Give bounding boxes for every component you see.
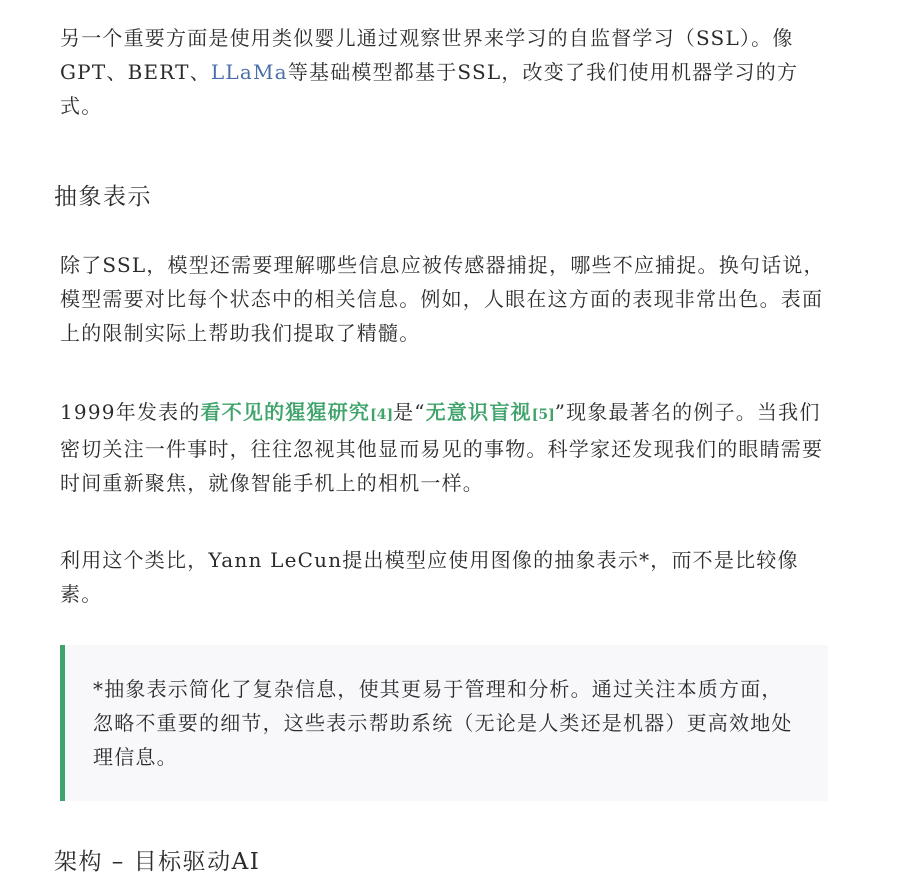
blockquote-text: *抽象表示简化了复杂信息，使其更易于管理和分析。通过关注本质方面，忽略不重要的细节，这些表示帮助系统（无论是人类还是机器）更高效地处理信息。	[93, 677, 793, 769]
reference-5[interactable]: [5]	[531, 407, 555, 423]
inattentional-blindness-link[interactable]: 无意识盲视	[425, 400, 532, 424]
paragraph-ssl-text-after: 等基础模型都基于SSL，改变了我们使用机器学习的方式。	[60, 60, 799, 118]
paragraph-lecun-analogy: 利用这个类比，Yann LeCun提出模型应使用图像的抽象表示*，而不是比较像素。	[60, 548, 799, 606]
paragraph-gorilla-study	[60, 395, 840, 500]
blockquote-note	[60, 645, 828, 801]
section-heading-abstract-representation: 抽象表示	[54, 184, 152, 210]
invisible-gorilla-link[interactable]: 看不见的猩猩研究	[200, 400, 371, 424]
paragraph-sensors: 除了SSL，模型还需要理解哪些信息应被传感器捕捉，哪些不应捕捉。换句话说，模型需要对比每个状态中的相关信息。例如，人眼在这方面的表现非常出色。表面上的限制实际上帮助我们提取了精髓。	[60, 253, 825, 345]
gorilla-text-3: ”现象最著名的例子。当我们密切关注一件事时，往往忽视其他显而易见的事物。科学家还发现我们的眼睛需要时间重新聚焦，就像智能手机上的相机一样。	[60, 400, 824, 495]
llama-link[interactable]: LLaMa	[210, 60, 288, 84]
reference-4[interactable]: [4]	[370, 407, 394, 423]
paragraph-ssl-text-before: 另一个重要方面是使用类似婴儿通过观察世界来学习的自监督学习（SSL）。像GPT、BERT、	[60, 26, 794, 84]
paragraph-ssl	[60, 21, 840, 123]
section-heading-architecture: 架构 – 目标驱动AI	[54, 849, 261, 875]
gorilla-text-2: 是“	[393, 400, 426, 424]
gorilla-text-1: 1999年发表的	[60, 400, 201, 424]
